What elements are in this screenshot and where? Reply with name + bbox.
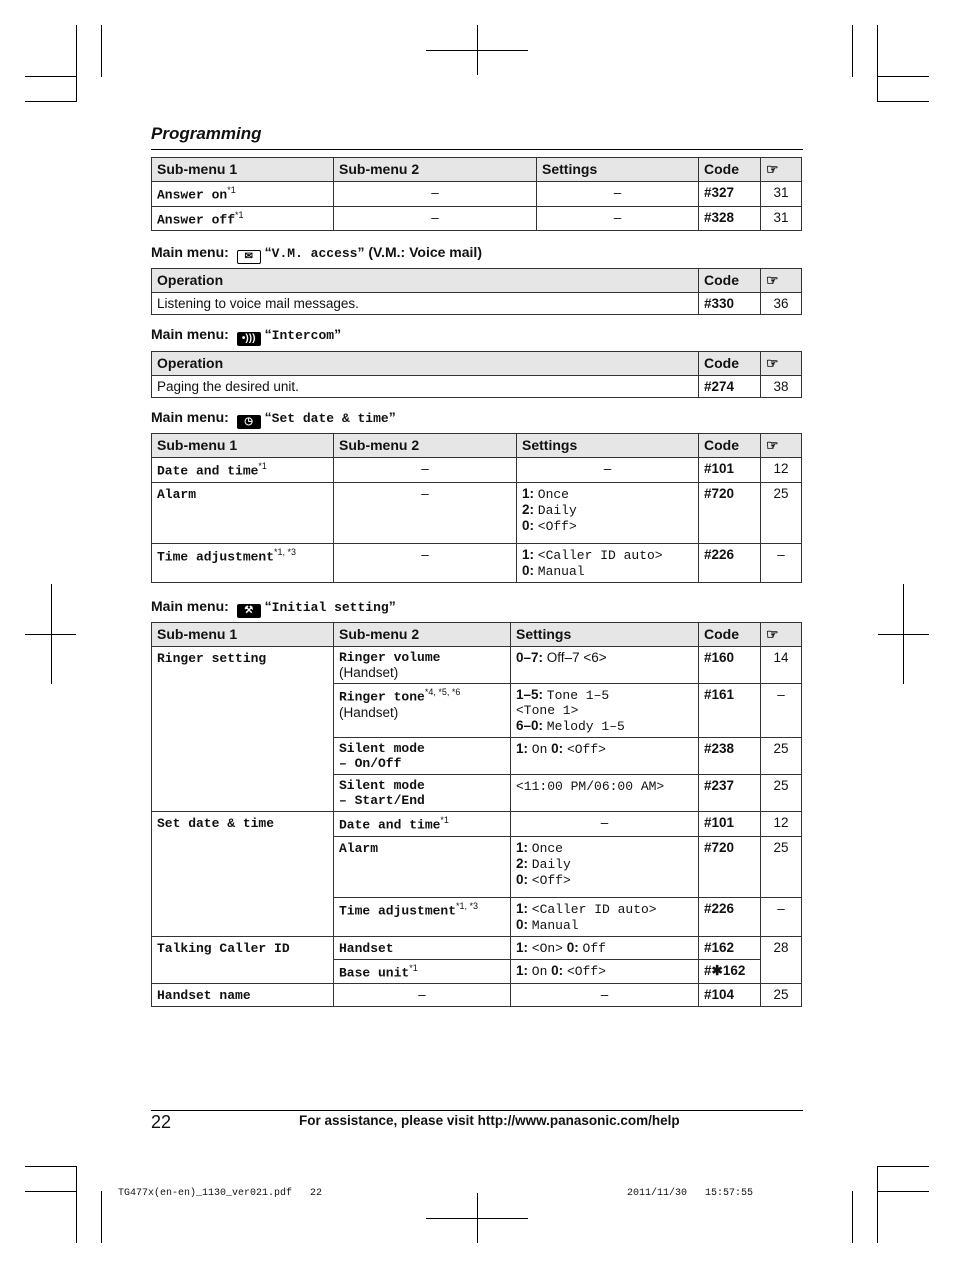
sub-menu-1: Talking Caller ID [157, 940, 290, 956]
code: #720 [699, 836, 761, 897]
option-key: 1: [516, 839, 529, 855]
crop-mark [25, 101, 77, 102]
table-row [152, 482, 802, 543]
sub-menu-2: Silent mode [339, 741, 425, 756]
option-value: <11:00 PM/06:00 AM> [516, 779, 665, 794]
col-header: Settings [517, 434, 699, 458]
code: #237 [699, 775, 761, 812]
sub-menu-1: Set date & time [157, 816, 275, 831]
crop-mark [878, 634, 929, 635]
initial-setting-table [151, 622, 802, 1007]
crop-mark [877, 25, 878, 102]
table-row [152, 458, 802, 483]
table-header-row [152, 352, 802, 376]
crop-mark [852, 1191, 853, 1243]
option-value: Manual [531, 917, 579, 933]
sub-menu-2: Alarm [339, 840, 379, 856]
code: #226 [699, 897, 761, 936]
option-value: On [531, 742, 548, 757]
option-key: 6–0: [516, 718, 544, 733]
settings: – [511, 812, 699, 837]
table-row [152, 376, 802, 398]
footnote-ref: *1 [227, 185, 236, 195]
option-key: 0: [516, 871, 529, 887]
option-value: Once [537, 486, 569, 502]
option-key: 0: [566, 939, 579, 955]
option-key: 1–5: [516, 687, 544, 702]
option-key: 1: [522, 485, 535, 501]
page-ref: 38 [761, 376, 802, 398]
sub-menu-2: Handset [339, 940, 394, 956]
quote: “ [264, 598, 272, 614]
sub-menu-2-detail: – On/Off [339, 756, 402, 771]
col-header: Sub-menu 2 [334, 623, 511, 647]
table-row [152, 206, 802, 231]
option-key: 1: [516, 962, 529, 978]
sub-menu-1: Alarm [157, 486, 197, 502]
col-header: Code [699, 434, 761, 458]
page-ref: 31 [761, 206, 802, 231]
page-number: 22 [151, 1112, 172, 1132]
main-menu-label: Main menu: [151, 409, 229, 425]
option-value: Off [582, 940, 606, 956]
page-ref: – [761, 684, 802, 738]
settings [517, 482, 699, 543]
footnote-ref: *1 [258, 461, 267, 471]
pointing-hand-icon: ☞ [761, 269, 802, 293]
settings [517, 543, 699, 582]
option-key: 0: [516, 916, 529, 932]
sub-menu-1: Answer off [157, 212, 236, 227]
table-header-row [152, 158, 802, 182]
col-header: Code [699, 623, 761, 647]
code: #328 [699, 206, 761, 231]
option-key: 0: [551, 741, 564, 756]
table-header-row [152, 269, 802, 293]
option-value: <Off> [566, 963, 606, 979]
page-ref: 12 [761, 812, 802, 837]
sub-menu-1: Date and time [157, 463, 259, 479]
option-value: Daily [537, 502, 577, 518]
clock-icon: ◷ [237, 415, 261, 429]
sub-menu-2-detail: – Start/End [339, 793, 425, 808]
footer-rule [151, 1110, 803, 1111]
sub-menu-2: Time adjustment [339, 903, 457, 918]
crop-mark [101, 25, 102, 77]
code: #162 [699, 936, 761, 959]
col-header: Sub-menu 1 [152, 158, 334, 182]
table-row [152, 936, 802, 959]
code: #160 [699, 647, 761, 684]
crop-mark [101, 1191, 102, 1243]
option-key: 1: [516, 939, 529, 955]
option-value: Manual [537, 563, 585, 579]
sub-menu-2: – [334, 182, 537, 207]
sub-menu-2: Ringer volume [339, 650, 441, 665]
footnote-ref: *1 [440, 815, 449, 825]
option-key: 1: [516, 900, 529, 916]
code: #720 [699, 482, 761, 543]
table-row [152, 984, 802, 1007]
code: #226 [699, 543, 761, 582]
page-ref: 25 [761, 775, 802, 812]
menu-caption: ” (V.M.: Voice mail) [357, 244, 482, 260]
print-slug-date: 2011/11/30 15:57:55 [627, 1188, 754, 1199]
operation: Listening to voice mail messages. [152, 293, 699, 315]
crop-mark [25, 76, 77, 77]
col-header: Settings [511, 623, 699, 647]
main-menu-initial [151, 598, 396, 618]
option-key: 1: [522, 546, 535, 562]
col-header: Sub-menu 2 [334, 158, 537, 182]
table-row [152, 182, 802, 207]
col-header: Code [699, 352, 761, 376]
footnote-ref: *1 [409, 962, 418, 973]
code: #101 [699, 812, 761, 837]
intercom-icon: •))) [237, 332, 261, 346]
table-row [152, 647, 802, 684]
settings: – [537, 182, 699, 207]
footnote-ref: *4, *5, *6 [424, 687, 461, 697]
code: #327 [699, 182, 761, 207]
col-header: Code [699, 269, 761, 293]
crop-mark [426, 50, 528, 51]
envelope-icon: ✉ [237, 250, 261, 264]
sub-menu-1: Time adjustment [157, 549, 275, 564]
menu-name: Set date & time [271, 411, 389, 426]
code: #330 [699, 293, 761, 315]
option-value: Melody 1–5 [546, 719, 625, 734]
option-default: <Tone 1> [516, 703, 579, 718]
pointing-hand-icon: ☞ [761, 158, 802, 182]
page-ref: – [761, 543, 802, 582]
wrench-icon: ⚒ [237, 604, 261, 618]
quote: ” [388, 409, 396, 425]
option-value: <Off> [531, 872, 571, 888]
sub-menu-1: Ringer setting [157, 651, 267, 666]
page-ref: 25 [761, 984, 802, 1007]
option-value: <Caller ID auto> [531, 901, 657, 917]
crop-mark [25, 1191, 77, 1192]
menu-name: Initial setting [271, 600, 389, 615]
main-menu-intercom [151, 326, 341, 346]
option-key: 2: [516, 855, 529, 871]
page-ref: 25 [761, 836, 802, 897]
crop-mark [877, 101, 929, 102]
sub-menu-2: – [334, 482, 517, 543]
page-ref: 36 [761, 293, 802, 315]
col-header: Sub-menu 1 [152, 623, 334, 647]
page-ref: 25 [761, 482, 802, 543]
col-header: Code [699, 158, 761, 182]
settings: – [517, 458, 699, 483]
date-time-table [151, 433, 802, 583]
settings: – [511, 984, 699, 1007]
page-title: Programming [151, 124, 262, 143]
col-header: Sub-menu 1 [152, 434, 334, 458]
crop-mark [877, 1166, 929, 1167]
option-value: <Off> [566, 742, 606, 757]
sub-menu-2: – [334, 206, 537, 231]
pointing-hand-icon: ☞ [761, 623, 802, 647]
page-ref: 31 [761, 182, 802, 207]
crop-mark [25, 1166, 77, 1167]
crop-mark [877, 1191, 929, 1192]
table-row [152, 812, 802, 837]
crop-mark [25, 634, 76, 635]
quote: “ [264, 244, 272, 260]
main-menu-date [151, 409, 396, 429]
code: #274 [699, 376, 761, 398]
crop-mark [852, 25, 853, 77]
option-value: Tone 1–5 [546, 688, 610, 703]
menu-name: Intercom [271, 328, 335, 343]
main-menu-label: Main menu: [151, 326, 229, 342]
option-value: <Caller ID auto> [537, 547, 663, 563]
sub-menu-2: Date and time [339, 817, 441, 833]
crop-mark [877, 76, 929, 77]
settings: – [537, 206, 699, 231]
table-row [152, 293, 802, 315]
crop-mark [76, 1166, 77, 1243]
code: #101 [699, 458, 761, 483]
col-header: Operation [152, 269, 699, 293]
pointing-hand-icon: ☞ [761, 352, 802, 376]
col-header: Settings [537, 158, 699, 182]
intercom-table [151, 351, 802, 398]
table-row [152, 543, 802, 582]
quote: “ [264, 409, 272, 425]
option-key: 0: [551, 962, 564, 978]
option-key: 1: [516, 741, 529, 756]
sub-menu-note: (Handset) [339, 704, 399, 720]
sub-menu-1: Handset name [157, 988, 251, 1003]
option-value: Daily [531, 856, 571, 872]
crop-mark [877, 1166, 878, 1243]
option-key: 0: [522, 562, 535, 578]
header-rule [151, 149, 803, 150]
answer-settings-table [151, 157, 802, 231]
footnote-ref: *1, *3 [274, 546, 297, 557]
operation: Paging the desired unit. [152, 376, 699, 398]
assistance-text: For assistance, please visit http://www.panasonic.com/help [299, 1113, 680, 1128]
option-key: 0–7: [516, 650, 544, 665]
sub-menu-1: Answer on [157, 187, 228, 203]
page-ref: 14 [761, 647, 802, 684]
page-ref: 25 [761, 738, 802, 775]
sub-menu-note: (Handset) [339, 665, 399, 680]
quote: “ [264, 326, 272, 342]
option-value: <Off> [537, 518, 577, 534]
footnote-ref: *1 [235, 209, 244, 220]
voice-mail-table [151, 268, 802, 315]
option-key: 2: [522, 501, 535, 517]
option-value: <On> [531, 940, 563, 956]
code: #161 [699, 684, 761, 738]
main-menu-label: Main menu: [151, 598, 229, 614]
sub-menu-2: – [334, 458, 517, 483]
col-header: Operation [152, 352, 699, 376]
menu-name: V.M. access [271, 246, 358, 261]
code: #104 [699, 984, 761, 1007]
page-ref: – [761, 897, 802, 936]
code: #238 [699, 738, 761, 775]
main-menu-label: Main menu: [151, 244, 229, 260]
page-ref: 28 [761, 936, 802, 984]
sub-menu-2: Base unit [339, 965, 410, 980]
sub-menu-2: – [334, 984, 511, 1007]
table-header-row [152, 434, 802, 458]
quote: ” [334, 326, 342, 342]
print-slug-file: TG477x(en-en)_1130_ver021.pdf 22 [118, 1188, 323, 1199]
pointing-hand-icon: ☞ [761, 434, 802, 458]
sub-menu-2: Ringer tone [339, 689, 425, 705]
main-menu-vm [151, 244, 482, 264]
option-key: 0: [522, 517, 535, 533]
option-value: On [531, 963, 548, 979]
sub-menu-2: Silent mode [339, 778, 425, 793]
page-ref: 12 [761, 458, 802, 483]
sub-menu-2: – [334, 543, 517, 582]
crop-mark [426, 1218, 528, 1219]
quote: ” [388, 598, 396, 614]
table-header-row [152, 623, 802, 647]
code: #✱162 [699, 959, 761, 984]
crop-mark [76, 25, 77, 102]
col-header: Sub-menu 2 [334, 434, 517, 458]
option-value: Off–7 <6> [546, 650, 607, 665]
option-value: Once [531, 840, 563, 856]
footnote-ref: *1, *3 [456, 900, 479, 911]
